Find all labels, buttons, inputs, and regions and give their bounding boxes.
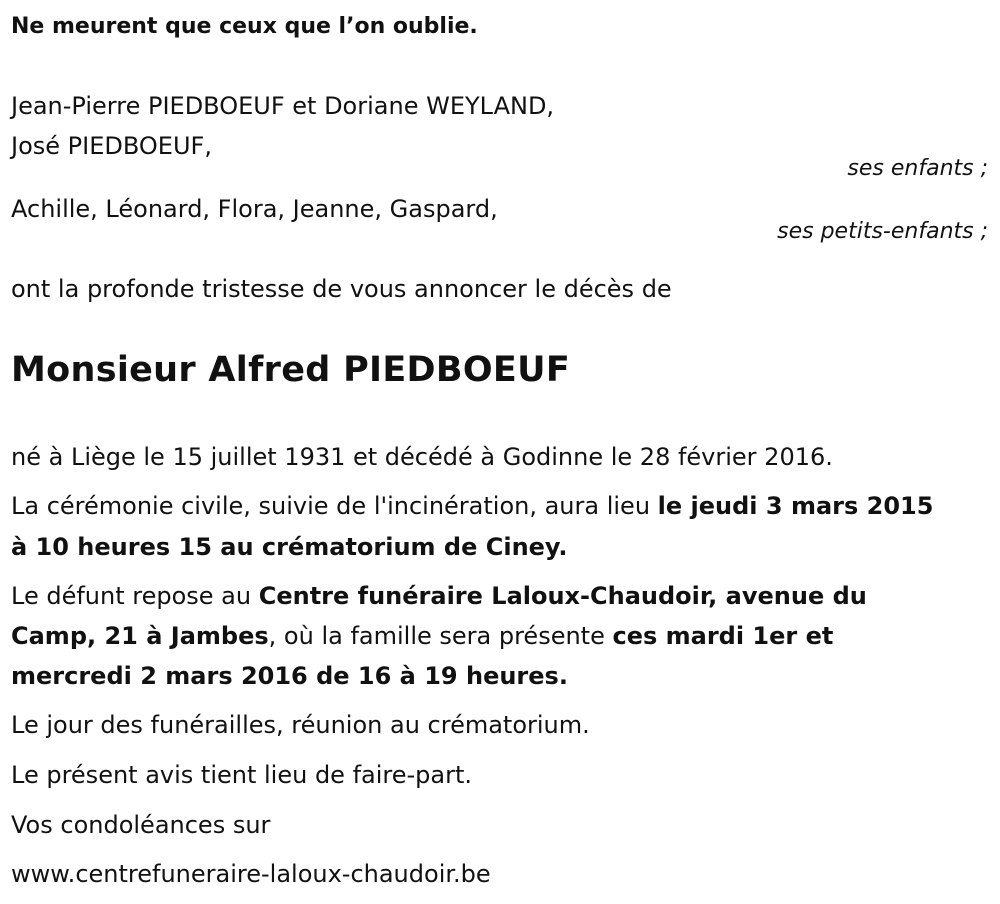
grandchildren-line: Achille, Léonard, Flora, Jeanne, Gaspard,: [11, 195, 498, 223]
condolences-label: Vos condoléances sur: [11, 811, 271, 839]
repose-intro: Le défunt repose au: [11, 582, 259, 610]
ceremony-intro: La cérémonie civile, suivie de l'incinération, aura lieu: [11, 492, 658, 520]
deceased-name: Monsieur Alfred PIEDBOEUF: [11, 350, 571, 390]
announcement: ont la profonde tristesse de vous annoncer le décès de: [11, 275, 672, 303]
repose-line-3: mercredi 2 mars 2016 de 16 à 19 heures.: [11, 662, 568, 690]
ceremony-line-2: à 10 heures 15 au crématorium de Ciney.: [11, 533, 568, 561]
ceremony-line-1: [11, 491, 933, 521]
repose-line-2: [11, 621, 833, 651]
repose-place-1: Centre funéraire Laloux-Chaudoir, avenue du: [258, 582, 867, 610]
child-line-1: Jean-Pierre PIEDBOEUF et Doriane WEYLAND,: [11, 92, 555, 120]
repose-dates-1: ces mardi 1er et: [612, 622, 834, 650]
website-link[interactable]: www.centrefuneraire-laloux-chaudoir.be: [11, 860, 491, 888]
notice-text: Le présent avis tient lieu de faire-part.: [11, 761, 473, 789]
ceremony-date: le jeudi 3 mars 2015: [657, 492, 934, 520]
repose-line-1: [11, 581, 867, 611]
repose-middle: , où la famille sera présente: [268, 622, 613, 650]
children-role: ses enfants ;: [847, 156, 988, 181]
grandchildren-role: ses petits-enfants ;: [777, 219, 988, 244]
repose-place-2: Camp, 21 à Jambes: [11, 622, 269, 650]
child-line-2: José PIEDBOEUF,: [11, 132, 212, 160]
epigraph: Ne meurent que ceux que l’on oublie.: [11, 14, 478, 39]
birth-death-line: né à Liège le 15 juillet 1931 et décédé à Godinne le 28 février 2016.: [11, 443, 833, 471]
funeral-day: Le jour des funérailles, réunion au crématorium.: [11, 711, 590, 739]
